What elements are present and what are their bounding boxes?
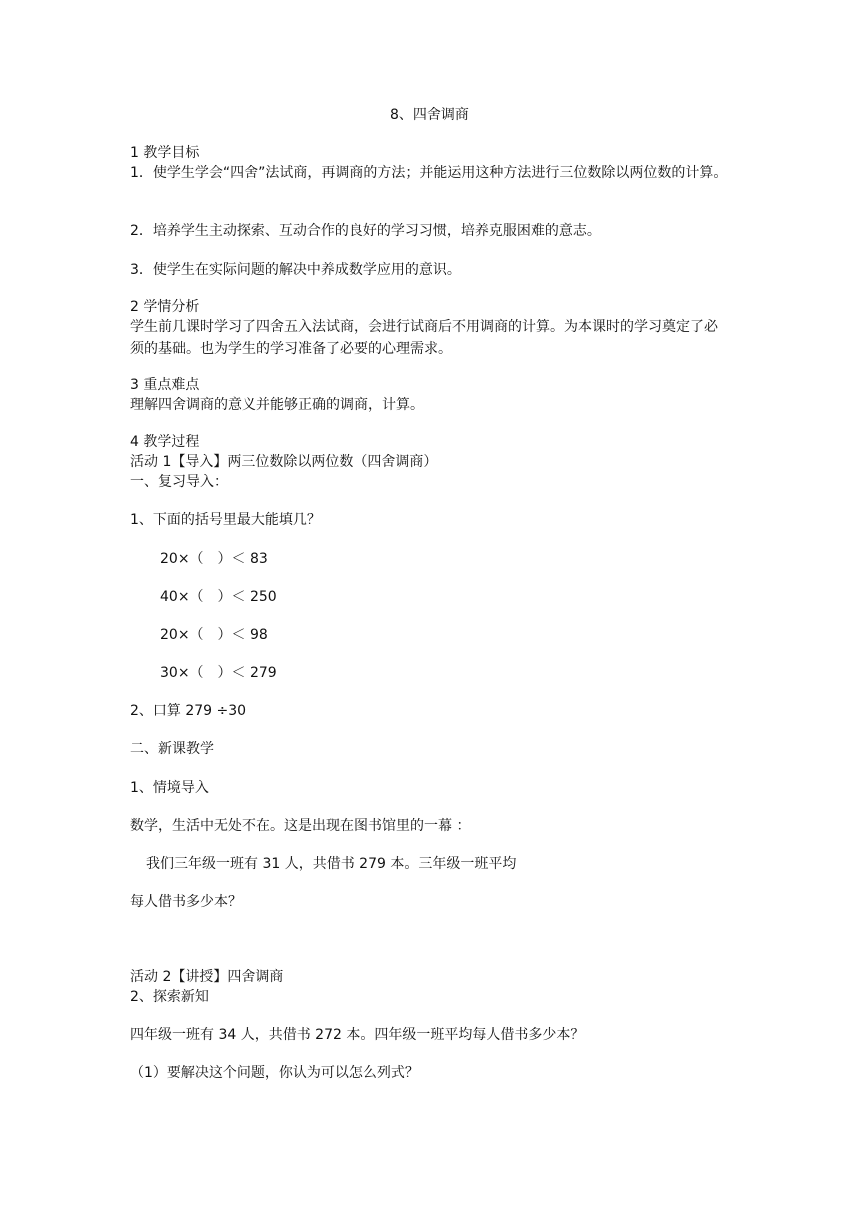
problem-text: 四年级一班有 34 人，共借书 272 本。四年级一班平均每人借书多少本？ [130, 1027, 585, 1043]
section-heading-key-points: 3 重点难点 [130, 377, 200, 393]
analysis-text: 学生前几课时学习了四舍五入法试商，会进行试商后不用调商的计算。为本课时的学习奠定了必须的基础。也为学生的学习准备了必要的心理需求。 [130, 319, 718, 357]
document-title: 8、四舍调商 [390, 107, 469, 123]
sub-question-1: （1）要解决这个问题，你认为可以怎么列式？ [130, 1065, 419, 1081]
review-heading: 一、复习导入： [130, 474, 228, 490]
new-lesson-heading: 二、新课教学 [130, 741, 214, 757]
activity-1-heading: 活动 1【导入】两三位数除以两位数（四舍调商） [130, 454, 438, 470]
explore-heading: 2、探索新知 [130, 989, 209, 1005]
section-heading-analysis: 2 学情分析 [130, 299, 200, 315]
goal-3: 3．使学生在实际问题的解决中养成数学应用的意识。 [130, 262, 461, 278]
activity-2-heading: 活动 2【讲授】四舍调商 [130, 969, 284, 985]
section-heading-process: 4 教学过程 [130, 434, 200, 450]
scene-heading: 1、情境导入 [130, 780, 209, 796]
quote-line-2: 每人借书多少本？ [130, 894, 242, 910]
expression-2: 40×（ ）＜ 250 [160, 589, 277, 605]
quote-line-1: 我们三年级一班有 31 人，共借书 279 本。三年级一班平均 [146, 856, 517, 872]
goal-1: 1．使学生学会“四舍”法试商，再调商的方法；并能运用这种方法进行三位数除以两位数的计算。 [130, 165, 728, 181]
expression-4: 30×（ ）＜ 279 [160, 665, 277, 681]
section-heading-goals: 1 教学目标 [130, 145, 200, 161]
key-points-text: 理解四舍调商的意义并能够正确的调商，计算。 [130, 397, 424, 413]
question-1: 1、下面的括号里最大能填几？ [130, 512, 321, 528]
expression-1: 20×（ ）＜ 83 [160, 551, 268, 567]
goal-2: 2．培养学生主动探索、互动合作的良好的学习习惯，培养克服困难的意志。 [130, 223, 601, 239]
expression-3: 20×（ ）＜ 98 [160, 627, 268, 643]
question-2: 2、口算 279 ÷30 [130, 703, 247, 719]
scene-text: 数学，生活中无处不在。这是出现在图书馆里的一幕 ： [130, 818, 471, 834]
